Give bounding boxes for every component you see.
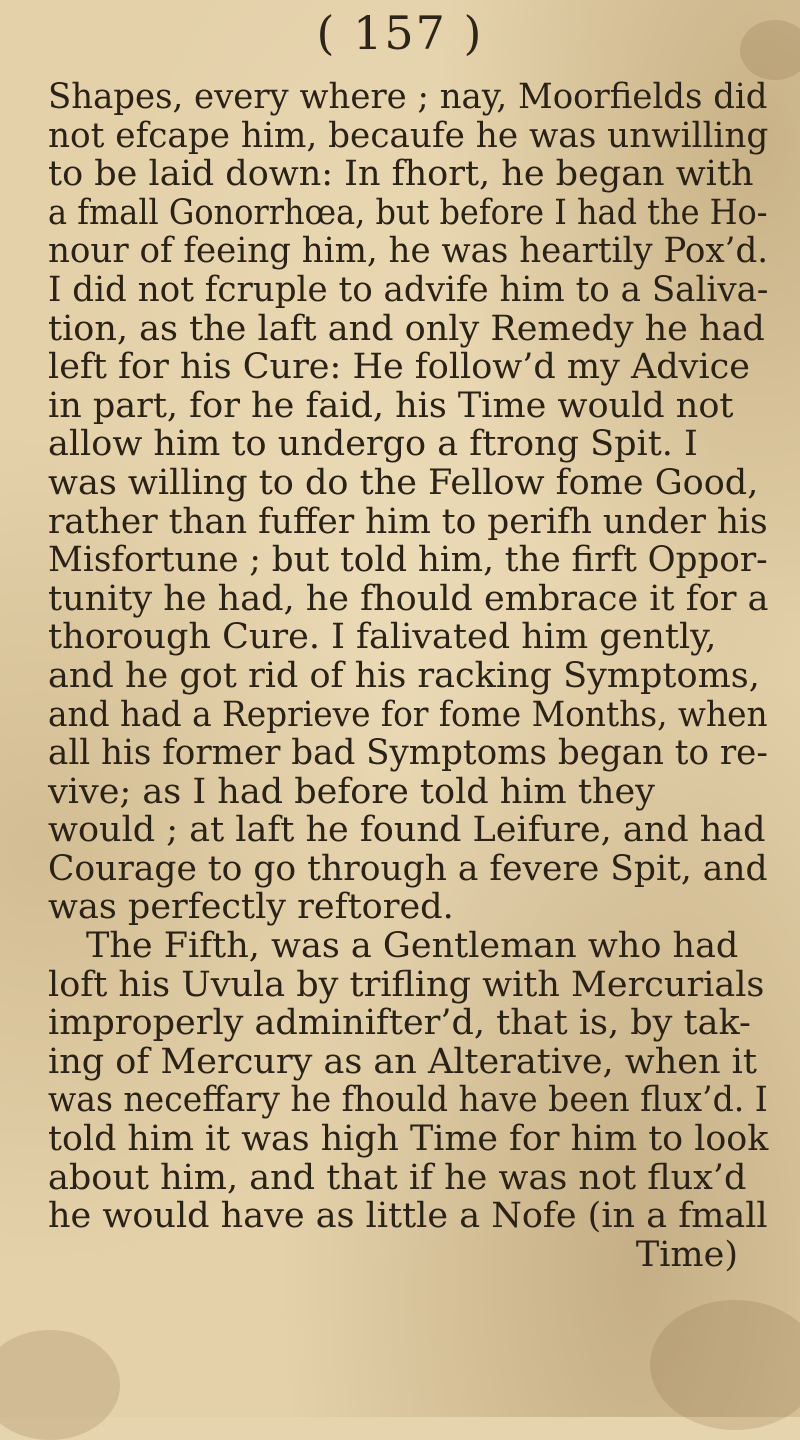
body-text (48, 78, 768, 1274)
text-line: to be laid down: In fhort, he began with (48, 154, 754, 195)
text-line: Shapes, every where ; nay, Moorfields did (48, 77, 768, 117)
text-line: allow him to undergo a ftrong Spit. I (48, 424, 698, 465)
text-line: vive; as I had before told him they (48, 771, 655, 812)
paper-stain (650, 1300, 800, 1430)
text-line: thorough Cure. I falivated him gently, (48, 617, 717, 658)
text-line: he would have as little a Nofe (in a fmall (48, 1196, 768, 1237)
text-line: tion, as the laft and only Remedy he had (48, 308, 765, 349)
text-line: Misfortune ; but told him, the firft Oppor- (48, 540, 768, 581)
text-line: The Fifth, was a Gentleman who had (86, 926, 739, 967)
text-line: in part, for he faid, his Time would not (48, 385, 734, 426)
catchword: Time) (635, 1234, 738, 1275)
text-line: and he got rid of his racking Symptoms, (48, 655, 760, 696)
text-line: ing of Mercury as an Alterative, when it (48, 1041, 757, 1082)
text-line: a fmall Gonorrhœa, but before I had the Ho- (48, 192, 768, 233)
text-line: left for his Cure: He follow’d my Advice (48, 347, 750, 388)
text-line: all his former bad Symptoms began to re- (48, 733, 768, 774)
text-line: rather than fuffer him to perifh under his (48, 501, 768, 542)
text-line: improperly adminifter’d, that is, by tak- (48, 1003, 751, 1044)
text-line: told him it was high Time for him to look (48, 1119, 769, 1160)
paper-stain (0, 1330, 120, 1440)
text-line: tunity he had, he fhould embrace it for a (48, 578, 769, 619)
text-line: was neceffary he fhould have been flux’d. I (48, 1080, 768, 1121)
text-line: nour of feeing him, he was heartily Pox’d. (48, 231, 769, 272)
text-line: was perfectly reftored. (48, 887, 454, 928)
text-line: and had a Reprieve for fome Months, when (48, 694, 768, 735)
text-line: was willing to do the Fellow fome Good, (48, 462, 759, 503)
text-line: about him, and that if he was not flux’d (48, 1157, 747, 1198)
page-number: ( 157 ) (316, 6, 484, 60)
text-line: Courage to go through a fevere Spit, and (48, 848, 768, 889)
text-line: loft his Uvula by trifling with Mercurials (48, 964, 765, 1005)
text-line: not efcape him, becaufe he was unwilling (48, 115, 769, 156)
text-line: I did not fcruple to advife him to a Saliva- (48, 269, 769, 310)
text-line: would ; at laft he found Leifure, and had (48, 810, 766, 851)
